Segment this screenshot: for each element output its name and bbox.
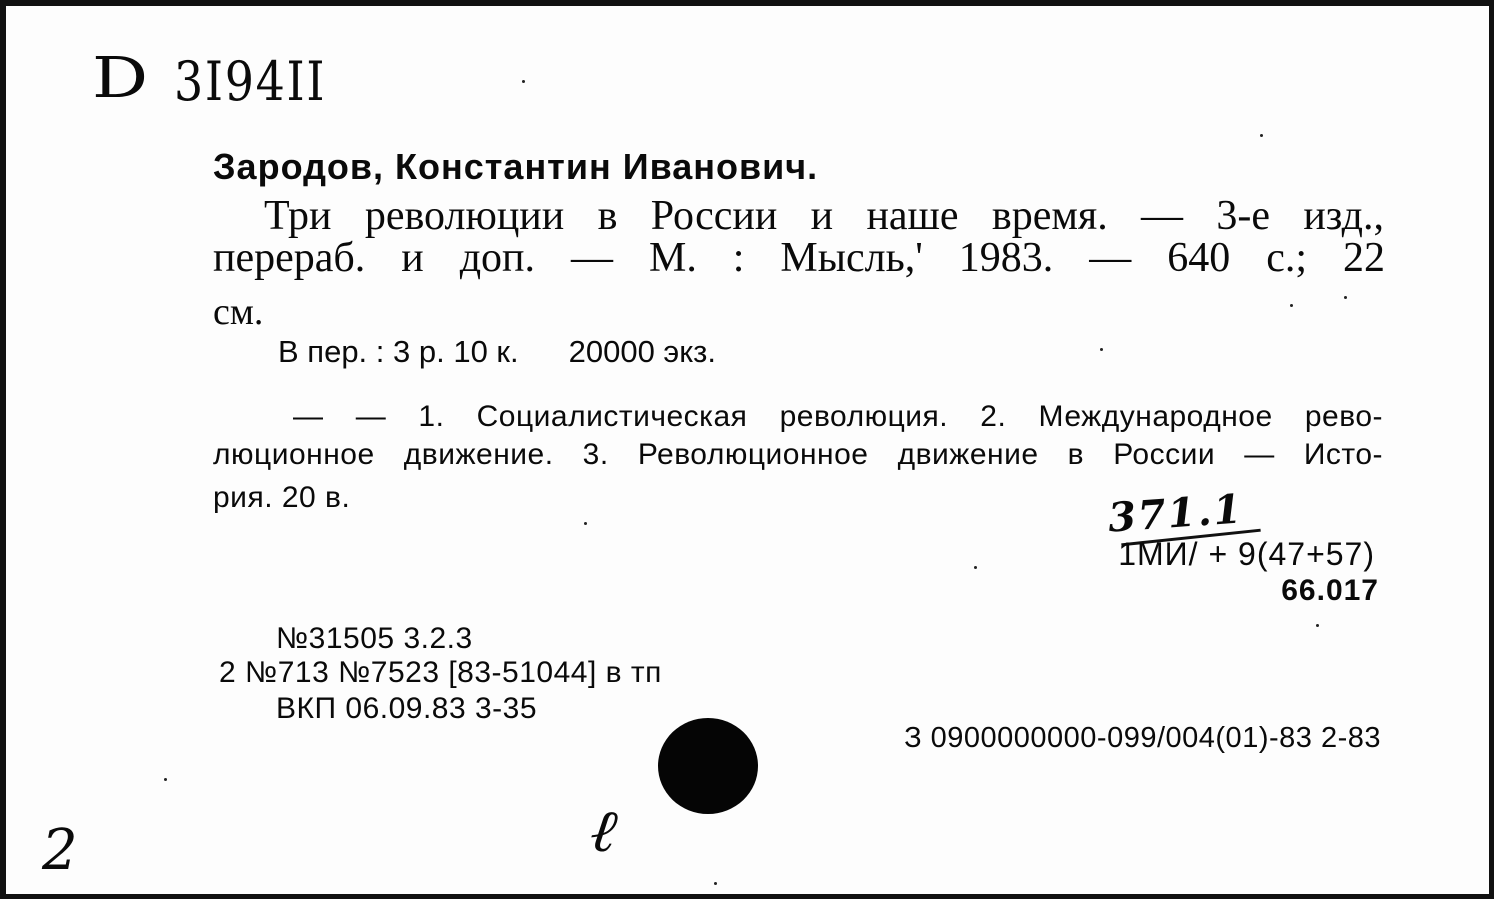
- title-line-3: см.: [213, 291, 264, 333]
- classification-index: 1МИ/ + 9(47+57): [1118, 536, 1375, 572]
- price: В пер. : 3 р. 10 к.: [278, 334, 519, 369]
- speck: [974, 566, 977, 569]
- speck: [164, 778, 167, 781]
- imprint-line-3: ВКП 06.09.83 3-35: [276, 692, 538, 725]
- speck: [1100, 348, 1103, 351]
- speck: [1260, 134, 1263, 137]
- copies: 20000 экз.: [568, 334, 716, 369]
- call-letter: D: [92, 46, 149, 111]
- speck: [1290, 304, 1293, 307]
- price-line: [278, 334, 716, 370]
- title-line-2: перераб. и доп. — М. : Мысль,' 1983. — 640 с.; 22: [213, 235, 1385, 281]
- subjects-line-1: — — 1. Социалистическая революция. 2. Международное рево-: [293, 400, 1383, 433]
- punch-hole: [658, 718, 758, 814]
- call-number: 3I94II: [174, 50, 327, 113]
- handwritten-mark-center: ℓ: [586, 794, 621, 868]
- handwritten-mark-left: 2: [42, 818, 78, 883]
- speck: [714, 882, 717, 885]
- author-heading: Зародов, Константин Иванович.: [213, 146, 819, 187]
- subjects-line-3: рия. 20 в.: [213, 481, 351, 514]
- bbk-code: З 0900000000-099/004(01)-83 2-83: [904, 722, 1381, 754]
- imprint-line-1: №31505 3.2.3: [276, 622, 473, 655]
- speck: [522, 80, 525, 83]
- classification-code: 66.017: [1281, 574, 1379, 607]
- imprint-line-2: 2 №713 №7523 [83-51044] в тп: [219, 656, 662, 689]
- speck: [1316, 624, 1319, 627]
- subjects-line-2: люционное движение. 3. Революционное движение в России — Исто-: [213, 438, 1383, 471]
- speck: [584, 522, 587, 525]
- title-line-1: Три революции в России и наше время. — 3-е изд.,: [264, 193, 1384, 239]
- handwritten-classification: 371.1: [1106, 485, 1245, 542]
- speck: [1344, 296, 1347, 299]
